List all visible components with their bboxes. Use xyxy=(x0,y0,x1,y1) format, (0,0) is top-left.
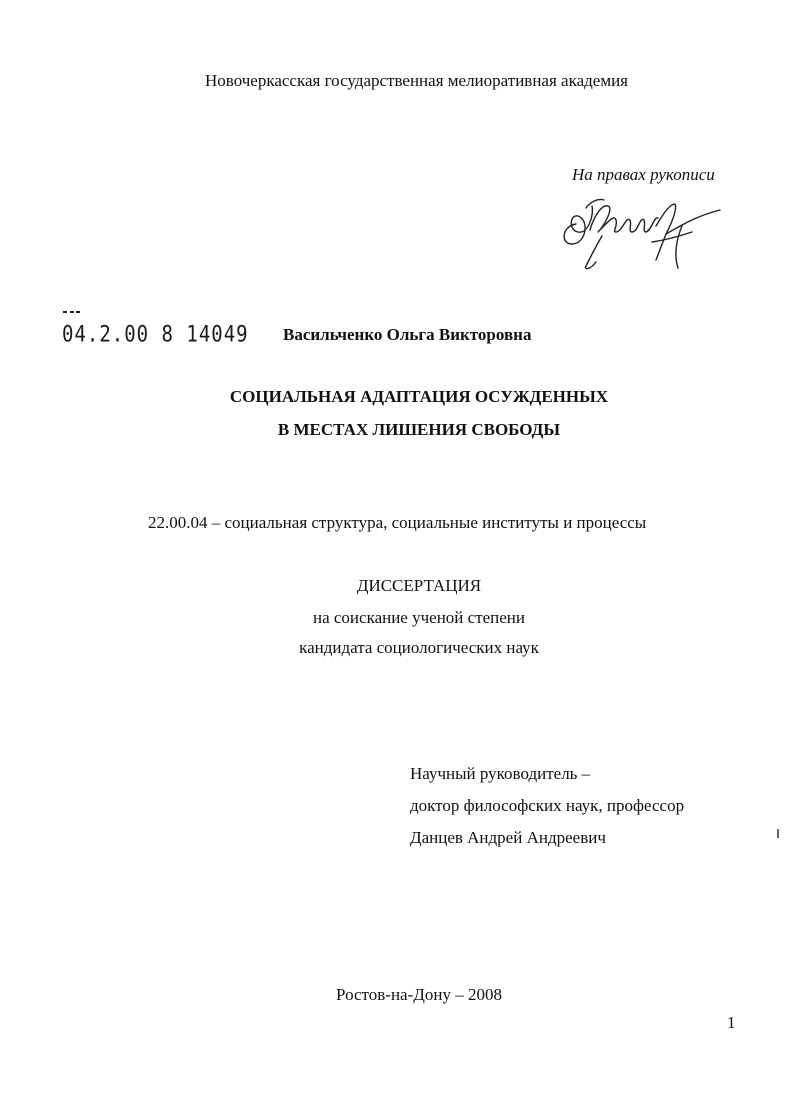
author-name: Васильченко Ольга Викторовна xyxy=(283,325,532,344)
city-year: Ростов-на-Дону – 2008 xyxy=(336,985,502,1004)
page-number: 1 xyxy=(727,1013,736,1032)
registration-tick-marks xyxy=(63,311,81,314)
institution-name: Новочеркасская государственная мелиоративная академия xyxy=(205,71,628,90)
supervisor-role: Научный руководитель – xyxy=(410,764,591,783)
manuscript-note: На правах рукописи xyxy=(572,165,715,184)
scan-artifact-mark xyxy=(776,828,780,840)
dissertation-title-line-2: В МЕСТАХ ЛИШЕНИЯ СВОБОДЫ xyxy=(277,420,561,439)
degree-line-1: на соискание ученой степени xyxy=(312,608,526,627)
specialty-code: 22.00.04 – социальная структура, социальные институты и процессы xyxy=(148,513,647,532)
degree-line-2: кандидата социологических наук xyxy=(299,638,539,657)
handwritten-signature xyxy=(556,186,726,272)
dissertation-title-line-1: СОЦИАЛЬНАЯ АДАПТАЦИЯ ОСУЖДЕННЫХ xyxy=(229,387,609,406)
supervisor-name: Данцев Андрей Андреевич xyxy=(410,828,606,847)
supervisor-credentials: доктор философских наук, профессор xyxy=(410,796,685,815)
registration-number: 04.2.00 8 14049 xyxy=(62,322,249,348)
document-type: ДИССЕРТАЦИЯ xyxy=(356,576,482,595)
